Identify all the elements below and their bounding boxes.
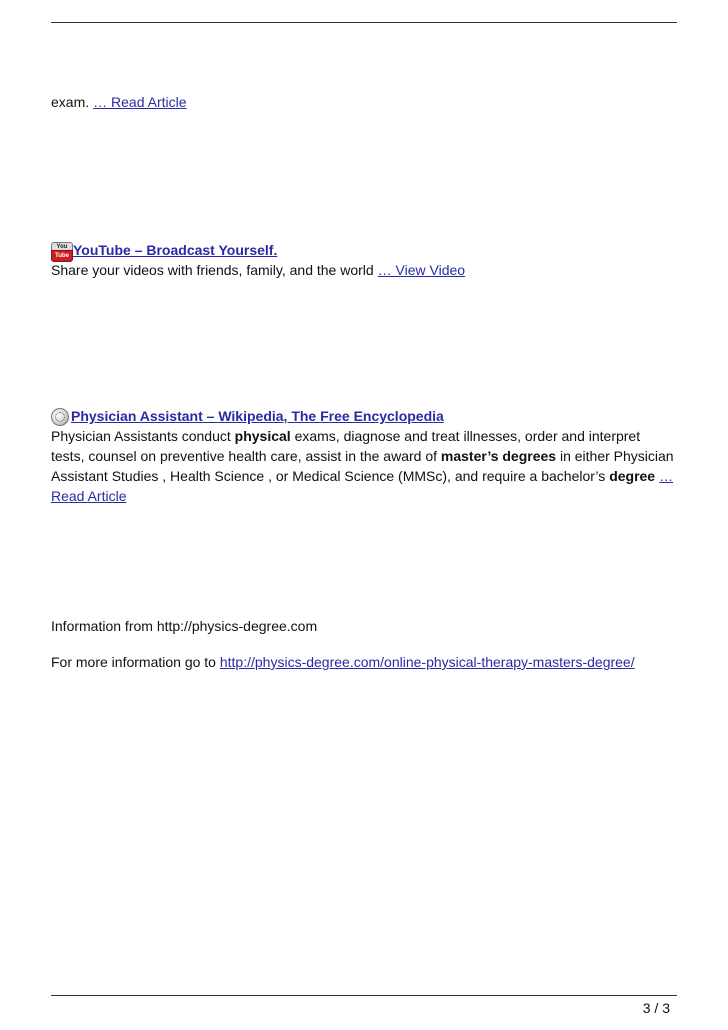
snippet-top-text: exam. xyxy=(51,94,90,110)
top-rule xyxy=(51,22,677,23)
wikipedia-body-text-2: exams, diagnose and treat illnesses, order and interpret tests, counsel on preventive health care, assist in the award of xyxy=(51,428,641,464)
info-text: Information from http://physics-degree.com xyxy=(51,618,318,634)
more-info-link[interactable]: http://physics-degree.com/online-physical-therapy-masters-degree/ xyxy=(219,654,635,670)
youtube-title-line xyxy=(51,238,677,260)
youtube-icon xyxy=(51,242,71,260)
youtube-icon-top: You xyxy=(51,242,73,251)
read-article-link-wikipedia[interactable]: … Read Article xyxy=(51,468,674,504)
snippet-top xyxy=(51,92,677,112)
wikipedia-body-text-1: Physician Assistants conduct xyxy=(51,428,235,444)
youtube-result xyxy=(51,238,677,280)
wikipedia-title-line xyxy=(51,404,677,426)
wikipedia-title-link[interactable]: Physician Assistant – Wikipedia, The Free Encyclopedia xyxy=(71,408,444,424)
youtube-description: Share your videos with friends, family, and the world xyxy=(51,262,374,278)
read-article-link[interactable]: … Read Article xyxy=(93,94,187,110)
more-info-prefix: For more information go to xyxy=(51,654,220,670)
more-info-line xyxy=(51,652,677,672)
page-number: 3 / 3 xyxy=(642,1000,670,1016)
wikipedia-result xyxy=(51,404,677,506)
view-video-link[interactable]: … View Video xyxy=(377,262,466,278)
wikipedia-globe-icon xyxy=(51,408,69,426)
wikipedia-body-bold-masters: master’s degrees xyxy=(440,448,557,464)
wikipedia-body-bold-degree: degree xyxy=(609,468,656,484)
youtube-title-link[interactable]: YouTube – Broadcast Yourself. xyxy=(73,242,278,258)
youtube-icon-bottom: Tube xyxy=(51,250,73,262)
youtube-description-line xyxy=(51,260,677,280)
bottom-rule xyxy=(51,995,677,996)
wikipedia-body-bold-physical: physical xyxy=(234,428,291,444)
wikipedia-body xyxy=(51,426,677,506)
info-line xyxy=(51,616,677,636)
wikipedia-body-text-3: in either Physician Assistant Studies , Health Science , or Medical Science (MMSc), and require a bachelor’s xyxy=(51,448,674,484)
